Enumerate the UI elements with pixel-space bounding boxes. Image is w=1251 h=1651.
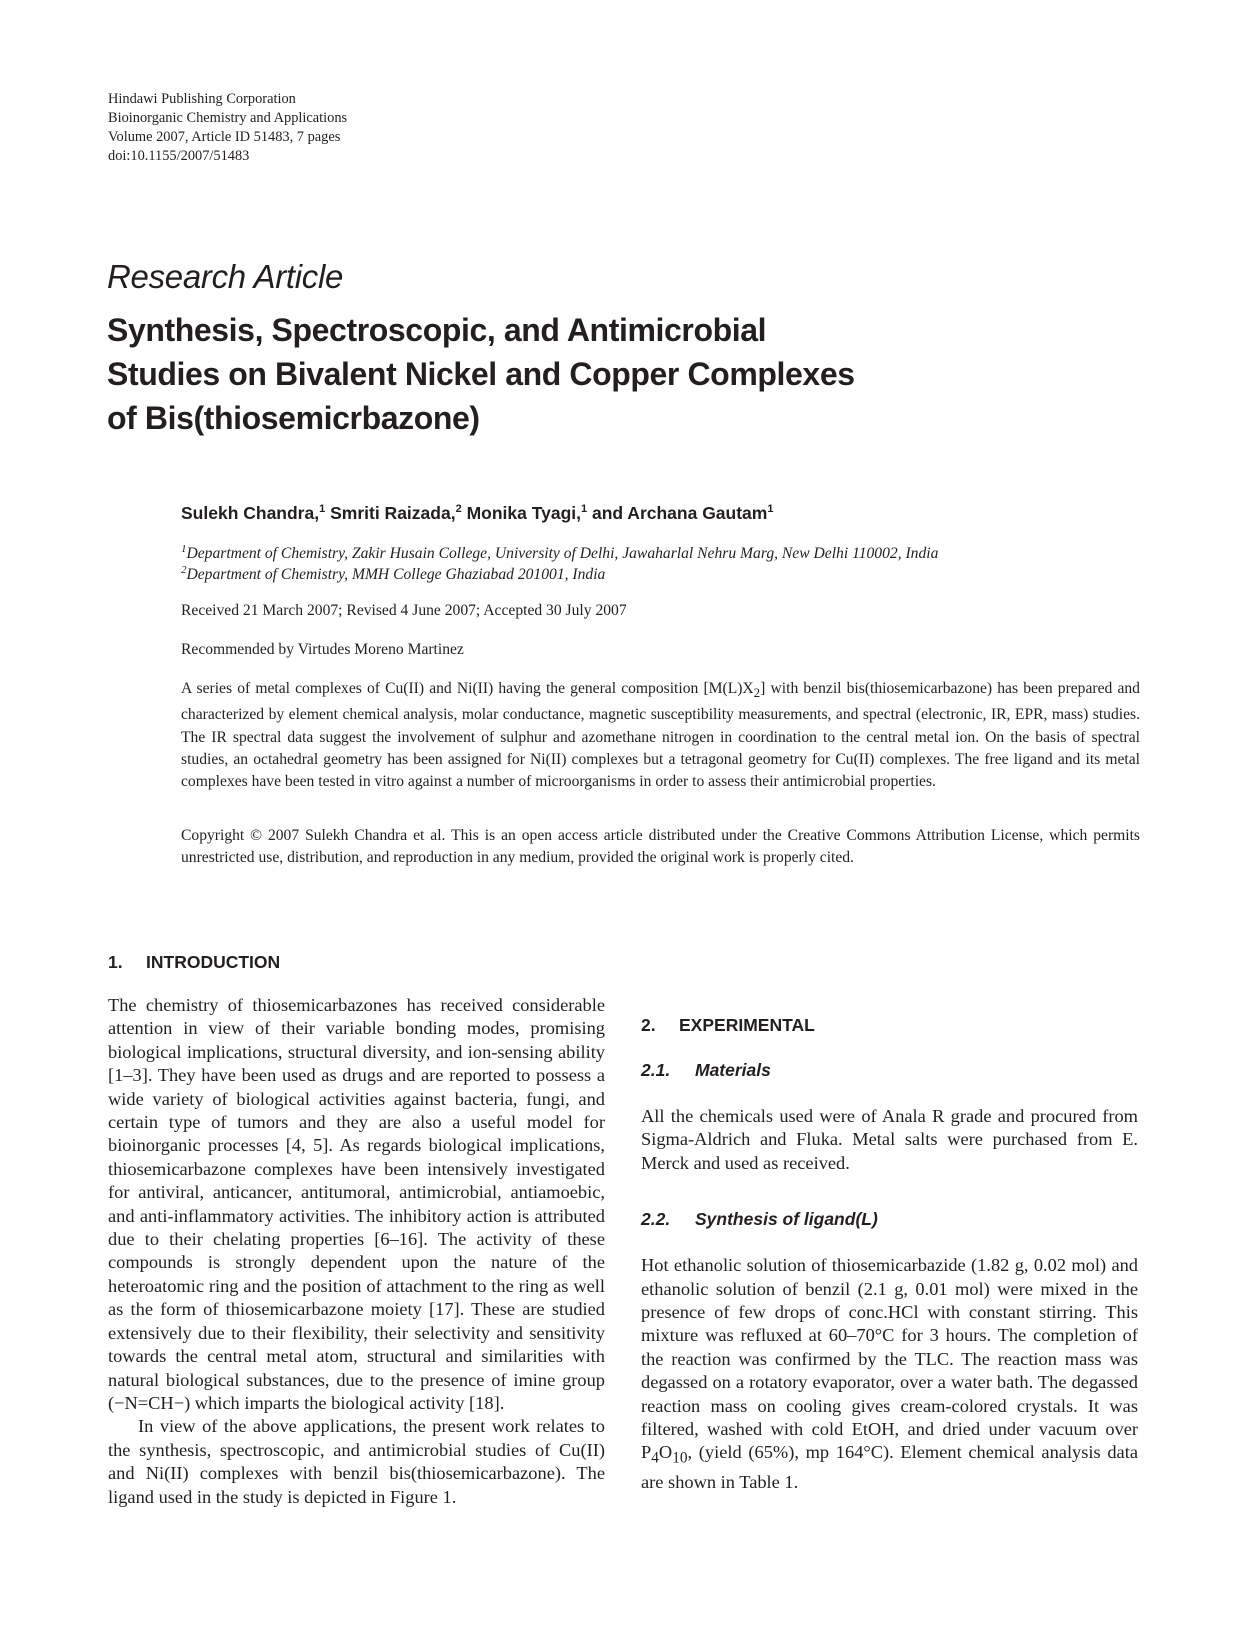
right-column [641,952,1138,1494]
publisher: Hindawi Publishing Corporation [108,91,296,107]
synthesis-text: O [658,1442,673,1463]
affiliation [181,564,1141,584]
synthesis-subscript: 10 [672,1450,688,1468]
section-heading-introduction [108,952,605,973]
journal-name: Bioinorganic Chemistry and Applications [108,110,348,126]
copyright-notice: Copyright © 2007 Sulekh Chandra et al. This is an open access article distributed under the Creative Commons Attribution License, which permits unrestricted use, distribution, and reproduction in any medium, provided the original work is properly cited. [181,827,1140,866]
doi: doi:10.1155/2007/51483 [108,148,250,164]
article-title [107,308,1007,440]
section-title: INTRODUCTION [146,952,281,972]
author-affiliation-mark: 1 [580,503,588,516]
intro-paragraph: In view of the above applications, the present work relates to the synthesis, spectroscopic, and antimicrobial studies of Cu(II) and Ni(II) complexes with benzil bis(thiosemicarbazone). The ligand used in the study is depicted in Figure 1. [108,1416,605,1507]
synthesis-subscript: 4 [651,1450,659,1468]
abstract-subscript: 2 [753,685,761,701]
intro-paragraph: The chemistry of thiosemicarbazones has received considerable attention in view of their variable bonding modes, promising biological implications, structural diversity, and ion-sensing ability [1–3]. They have been used as drugs and are reported to possess a wide variety of biological activities against bacteria, fungi, and certain type of tumors and they are also a useful model for bioinorganic processes [4, 5]. As regards biological implications, thiosemicarbazone complexes have been intensively investigated for antiviral, anticancer, antitumoral, antimicrobial, antiamoebic, and anti-inflammatory activities. The inhibitory action is attributed due to their chelating properties [6–16]. The activity of these compounds is strongly dependent upon the nature of the heteroatomic ring and the position of attachment to the ring as well as the form of thiosemicarbazone moiety [17]. These are studied extensively due to their flexibility, their selectivity and sensitivity towards the central metal atom, structural and similarities with natural biological substances, due to the presence of imine group (−N=CH−) which imparts the biological activity [18]. [108,995,605,1413]
abstract-text: A series of metal complexes of Cu(II) and Ni(II) having the general composition [M(L)X [181,680,754,697]
affiliation-mark: 1 [181,543,187,555]
subsection-number: 2.2. [641,1209,671,1230]
synthesis-text: Hot ethanolic solution of thiosemicarbazide (1.82 g, 0.02 mol) and ethanolic solution of benzil (2.1 g, 0.01 mol) were mixed in the presence of few drops of conc.HCl with constant stirring. This mixture was refluxed at 60–70°C for 3 hours. The completion of the reaction was confirmed by the TLC. The reaction mass was degassed on a rotatory evaporator, over a water bath. The degassed reaction mass on cooling gives cream-colored crystals. It was filtered, washed with cold EtOH, and dried under vacuum over P [641,1255,1138,1463]
left-column [108,952,605,1509]
subsection-heading-materials [641,1060,1138,1081]
author-name: Monika Tyagi, [466,503,581,523]
subsection-title: Synthesis of ligand(L) [695,1209,878,1230]
author-name: and Archana Gautam [591,503,768,523]
title-line: Studies on Bivalent Nickel and Copper Complexes [107,356,855,392]
author-affiliation-mark: 1 [767,503,774,516]
author-name: Smriti Raizada, [330,503,456,523]
materials-paragraph: All the chemicals used were of Anala R grade and procured from Sigma-Aldrich and Fluka. Metal salts were purchased from E. Merck and used as received. [641,1106,1138,1173]
author-name: Sulekh Chandra, [181,503,320,523]
article-dates: Received 21 March 2007; Revised 4 June 2007; Accepted 30 July 2007 [181,602,627,619]
section-title: EXPERIMENTAL [679,1015,815,1035]
title-line: of Bis(thiosemicrbazone) [107,400,480,436]
affiliation-text: Department of Chemistry, Zakir Husain College, University of Delhi, Jawaharlal Nehru Marg, New Delhi 110002, India [186,545,939,563]
subsection-heading-synthesis [641,1209,1138,1230]
affiliation [181,543,1141,563]
affiliation-text: Department of Chemistry, MMH College Ghaziabad 201001, India [186,566,606,584]
recommended-by: Recommended by Virtudes Moreno Martinez [181,641,464,658]
volume-line: Volume 2007, Article ID 51483, 7 pages [108,129,341,145]
subsection-title: Materials [695,1060,771,1080]
author-list [181,503,773,524]
journal-header [108,90,347,166]
abstract-text: ] with benzil bis(thiosemicarbazone) has been prepared and characterized by element chemical analysis, molar conductance, magnetic susceptibility measurements, and spectral (electronic, IR, EPR, mass) studies. The IR spectral data suggest the involvement of sulphur and azomethane nitrogen in coordination to the central metal ion. On the basis of spectral studies, an octahedral geometry has been assigned for Ni(II) complexes but a tetragonal geometry for Cu(II) complexes. The free ligand and its metal complexes have been tested in vitro against a number of microorganisms in order to assess their antimicrobial properties. [181,680,1140,791]
affiliation-mark: 2 [181,564,187,576]
section-number: 1. [108,952,123,972]
subsection-number: 2.1. [641,1060,671,1080]
title-line: Synthesis, Spectroscopic, and Antimicrobial [107,312,767,348]
author-affiliation-mark: 1 [319,503,326,516]
section-number: 2. [641,1015,656,1035]
synthesis-paragraph [641,1254,1138,1494]
author-affiliation-mark: 2 [455,503,462,516]
abstract [181,678,1140,794]
article-type: Research Article [107,258,344,295]
synthesis-text: , (yield (65%), mp 164°C). Element chemical analysis data are shown in Table 1. [641,1442,1138,1492]
section-heading-experimental [641,1015,1138,1036]
